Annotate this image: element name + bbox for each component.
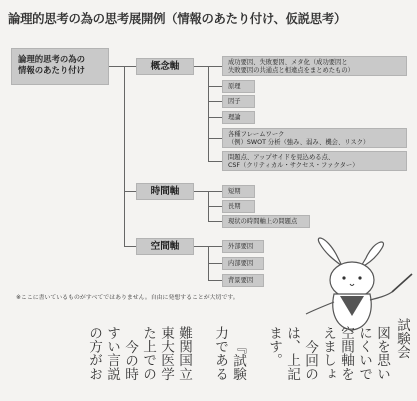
leaf-line: 長期 — [228, 203, 241, 210]
connector-axis-1-out — [194, 66, 208, 67]
connector-branch-1-vertical — [208, 66, 209, 161]
connector-leaf — [208, 86, 222, 87]
text-column: 試験会 — [394, 318, 410, 359]
text-column: は、上記 — [284, 326, 300, 381]
leaf-node — [222, 185, 255, 198]
text-column: 東大医学 — [158, 326, 174, 381]
text-column: の方がお — [86, 326, 102, 381]
connector-leaf — [208, 221, 222, 222]
text-column: 難関国立 — [176, 326, 192, 381]
leaf-node — [222, 274, 264, 287]
leaf-node — [222, 257, 264, 270]
axis-node-concept: 概念軸 — [136, 58, 194, 75]
leaf-node — [222, 80, 255, 93]
root-node-line: 論理的思考の為の — [18, 54, 85, 64]
connector-axis-2-out — [194, 191, 208, 192]
connector-leaf — [208, 280, 222, 281]
body-text — [12, 318, 410, 401]
connector-leaf — [208, 138, 222, 139]
leaf-line: （例）SWOT 分析（強み、弱み、機会、リスク） — [228, 139, 370, 146]
leaf-line: CSF（クリティカル・サクセス・ファクター） — [228, 162, 359, 169]
root-node-line: 情報のあたり付け — [18, 65, 85, 75]
leaf-line: 原理 — [228, 83, 241, 90]
text-column: 空間軸を — [338, 326, 354, 381]
text-column: 図を思い — [374, 326, 390, 381]
footnote: ※ここに書いているものがすべてではありません。自由に発想することが大切です。 — [16, 295, 239, 301]
leaf-line: 因子 — [228, 98, 241, 105]
connector-axis-1 — [124, 66, 136, 67]
leaf-line: 背景要因 — [228, 277, 254, 284]
connector-axis-2 — [124, 191, 136, 192]
text-column: ます。 — [266, 326, 282, 367]
leaf-node — [222, 151, 407, 171]
text-column: 力である — [212, 326, 228, 381]
axis-node-space: 空間軸 — [136, 238, 194, 255]
leaf-line: 各種フレームワーク — [228, 131, 285, 138]
leaf-line: 短期 — [228, 188, 241, 195]
text-column: にくいで — [356, 326, 372, 381]
root-node — [11, 48, 109, 85]
text-column: えましょ — [320, 326, 336, 381]
leaf-line: 外部要因 — [228, 243, 254, 250]
leaf-line: 内部要因 — [228, 260, 254, 267]
leaf-line: 成功要因、失敗要因、メタ化（成功要因と — [228, 59, 348, 66]
connector-leaf — [208, 263, 222, 264]
leaf-node — [222, 240, 264, 253]
connector-leaf — [208, 206, 222, 207]
connector-root-horizontal — [109, 66, 124, 67]
leaf-line: 問題点、アップサイドを見込める点、 — [228, 154, 335, 161]
text-column: 今の時 — [122, 340, 138, 381]
connector-leaf — [208, 66, 222, 67]
connector-leaf — [208, 117, 222, 118]
page-title: 論理的思考の為の思考展開例（情報のあたり付け、仮説思考） — [8, 11, 347, 26]
text-column: 『試験 — [230, 340, 246, 381]
leaf-node — [222, 128, 407, 148]
connector-trunk-vertical — [124, 66, 125, 246]
connector-leaf — [208, 191, 222, 192]
connector-leaf — [208, 246, 222, 247]
text-column: た上での — [140, 326, 156, 381]
leaf-line: 失敗要因の共通点と相違点をまとめたもの） — [228, 67, 354, 74]
text-column: 今回の — [302, 340, 318, 381]
leaf-node — [222, 56, 407, 76]
leaf-line: 理論 — [228, 114, 241, 121]
leaf-line: 現状の時間軸上の問題点 — [228, 218, 298, 225]
connector-axis-3-out — [194, 246, 208, 247]
connector-leaf — [208, 161, 222, 162]
leaf-node — [222, 200, 255, 213]
leaf-node — [222, 95, 255, 108]
axis-node-time: 時間軸 — [136, 183, 194, 200]
connector-leaf — [208, 101, 222, 102]
text-column: すい言説 — [104, 326, 120, 381]
leaf-node — [222, 111, 255, 124]
leaf-node — [222, 215, 310, 228]
connector-axis-3 — [124, 246, 136, 247]
